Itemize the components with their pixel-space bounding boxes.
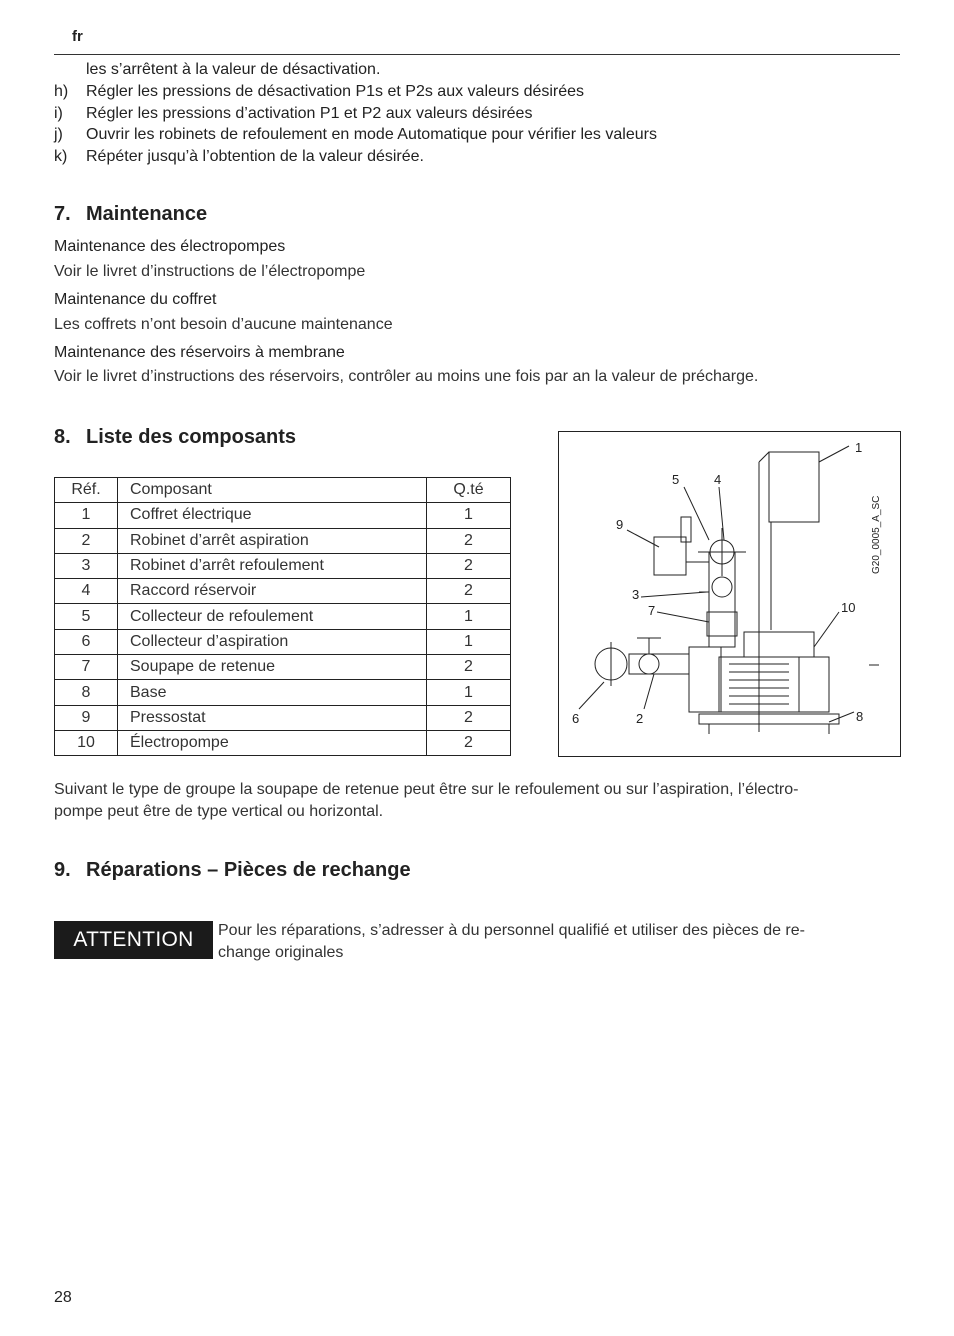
table-row xyxy=(55,655,511,680)
cell-ref: 4 xyxy=(55,579,118,604)
cell-name: Collecteur d’aspiration xyxy=(118,629,427,654)
step-item xyxy=(54,105,914,127)
callout-1: 1 xyxy=(855,440,863,455)
subheading-control-box: Maintenance du coffret xyxy=(54,291,217,308)
cell-ref: 7 xyxy=(55,655,118,680)
repairs-heading xyxy=(54,859,411,882)
cell-ref: 2 xyxy=(55,528,118,553)
cell-ref: 9 xyxy=(55,705,118,730)
cell-name: Électropompe xyxy=(118,730,427,755)
table-row xyxy=(55,528,511,553)
page-number: 28 xyxy=(54,1289,72,1306)
leader-line xyxy=(684,487,709,540)
cell-ref: 6 xyxy=(55,629,118,654)
pump-group-diagram xyxy=(558,431,901,757)
leader-line xyxy=(819,446,849,462)
callout-4: 4 xyxy=(714,472,722,487)
attention-line: change originales xyxy=(218,944,344,961)
header-ref: Réf. xyxy=(55,478,118,503)
header-qty: Q.té xyxy=(427,478,511,503)
cell-name: Robinet d’arrêt aspiration xyxy=(118,528,427,553)
language-code: fr xyxy=(72,28,83,45)
table-row xyxy=(55,705,511,730)
step-letter: h) xyxy=(54,83,69,100)
cell-name: Pressostat xyxy=(118,705,427,730)
text-control-box: Les coffrets n’ont besoin d’aucune maintenance xyxy=(54,316,393,333)
suction-valve-shape xyxy=(639,654,659,674)
cell-name: Soupape de retenue xyxy=(118,655,427,680)
attention-text xyxy=(218,920,908,964)
cell-qty: 2 xyxy=(427,553,511,578)
step-text: Ouvrir les robinets de refoulement en mode Automatique pour vérifier les valeurs xyxy=(86,126,657,143)
callout-5: 5 xyxy=(672,472,680,487)
cell-name: Robinet d’arrêt refoulement xyxy=(118,553,427,578)
cell-ref: 1 xyxy=(55,503,118,528)
section-title: Maintenance xyxy=(86,203,208,225)
text-pumps: Voir le livret d’instructions de l’électropompe xyxy=(54,263,366,280)
leader-line xyxy=(657,612,709,622)
figure-code: G20_0005_A_SC xyxy=(871,495,882,574)
components-table xyxy=(54,477,511,756)
section-title: Réparations – Pièces de rechange xyxy=(86,859,411,881)
cell-qty: 2 xyxy=(427,579,511,604)
callout-2: 2 xyxy=(636,711,644,726)
callout-9: 9 xyxy=(616,517,624,532)
table-row xyxy=(55,680,511,705)
header-rule xyxy=(54,54,900,55)
control-box-edge xyxy=(759,452,769,462)
cell-ref: 8 xyxy=(55,680,118,705)
motor-cover-shape xyxy=(744,632,814,657)
cell-qty: 1 xyxy=(427,680,511,705)
callout-3: 3 xyxy=(632,587,640,602)
cell-qty: 1 xyxy=(427,604,511,629)
section-number: 8. xyxy=(54,426,71,448)
components-heading xyxy=(54,426,296,449)
table-row xyxy=(55,553,511,578)
table-header-row xyxy=(55,478,511,503)
leader-line xyxy=(641,592,707,597)
subheading-pumps: Maintenance des électropompes xyxy=(54,238,286,255)
step-text: Répéter jusqu’à l’obtention de la valeur désirée. xyxy=(86,147,424,165)
callout-10: 10 xyxy=(841,600,856,615)
step-text: Régler les pressions de désactivation P1s et P2s aux valeurs désirées xyxy=(86,83,585,100)
step-letter: j) xyxy=(54,126,63,143)
note-line: pompe peut être de type vertical ou horizontal. xyxy=(54,803,384,820)
discharge-valve-shape xyxy=(712,577,732,597)
cell-ref: 10 xyxy=(55,730,118,755)
subheading-tanks: Maintenance des réservoirs à membrane xyxy=(54,344,345,361)
cell-qty: 1 xyxy=(427,503,511,528)
control-box-shape xyxy=(769,452,819,522)
pressure-switch-shape xyxy=(654,537,686,575)
components-note xyxy=(54,779,904,823)
table-row xyxy=(55,579,511,604)
step-item xyxy=(54,83,914,105)
maintenance-heading xyxy=(54,203,207,226)
header-name: Composant xyxy=(118,478,427,503)
pump-casing-shape xyxy=(689,647,721,712)
callout-8: 8 xyxy=(856,709,864,724)
step-letter: i) xyxy=(54,104,63,122)
cell-qty: 2 xyxy=(427,730,511,755)
attention-line: Pour les réparations, s’adresser à du personnel qualifié et utiliser des pièces de re- xyxy=(218,922,805,939)
table-row xyxy=(55,604,511,629)
section-title: Liste des composants xyxy=(86,426,297,448)
cell-qty: 2 xyxy=(427,528,511,553)
leader-line xyxy=(579,682,604,709)
step-letter: k) xyxy=(54,147,68,165)
cell-qty: 2 xyxy=(427,705,511,730)
text-tanks: Voir le livret d’instructions des réservoirs, contrôler au moins une fois par an la valeur de précharge. xyxy=(54,368,759,385)
cell-name: Raccord réservoir xyxy=(118,579,427,604)
cell-qty: 2 xyxy=(427,655,511,680)
leader-line xyxy=(814,612,839,647)
base-shape xyxy=(699,714,839,724)
section-number: 9. xyxy=(54,859,71,881)
step-item xyxy=(54,126,914,148)
section-number: 7. xyxy=(54,203,71,225)
note-line: Suivant le type de groupe la soupape de retenue peut être sur le refoulement ou sur l’aspiration, l’électro- xyxy=(54,781,799,798)
step-item xyxy=(54,148,914,170)
cell-ref: 5 xyxy=(55,604,118,629)
cell-name: Base xyxy=(118,680,427,705)
table-row xyxy=(55,730,511,755)
continuation-line: les s’arrêtent à la valeur de désactivation. xyxy=(86,61,381,78)
check-valve-shape xyxy=(707,612,737,636)
leader-line xyxy=(644,674,654,709)
step-list xyxy=(54,83,914,169)
callout-7: 7 xyxy=(648,603,656,618)
table-row xyxy=(55,503,511,528)
attention-badge: ATTENTION xyxy=(54,921,213,959)
cell-ref: 3 xyxy=(55,553,118,578)
step-text: Régler les pressions d’activation P1 et P2 aux valeurs désirées xyxy=(86,104,533,122)
table-row xyxy=(55,629,511,654)
cell-name: Collecteur de refoulement xyxy=(118,604,427,629)
callout-6: 6 xyxy=(572,711,580,726)
cell-name: Coffret électrique xyxy=(118,503,427,528)
cell-qty: 1 xyxy=(427,629,511,654)
